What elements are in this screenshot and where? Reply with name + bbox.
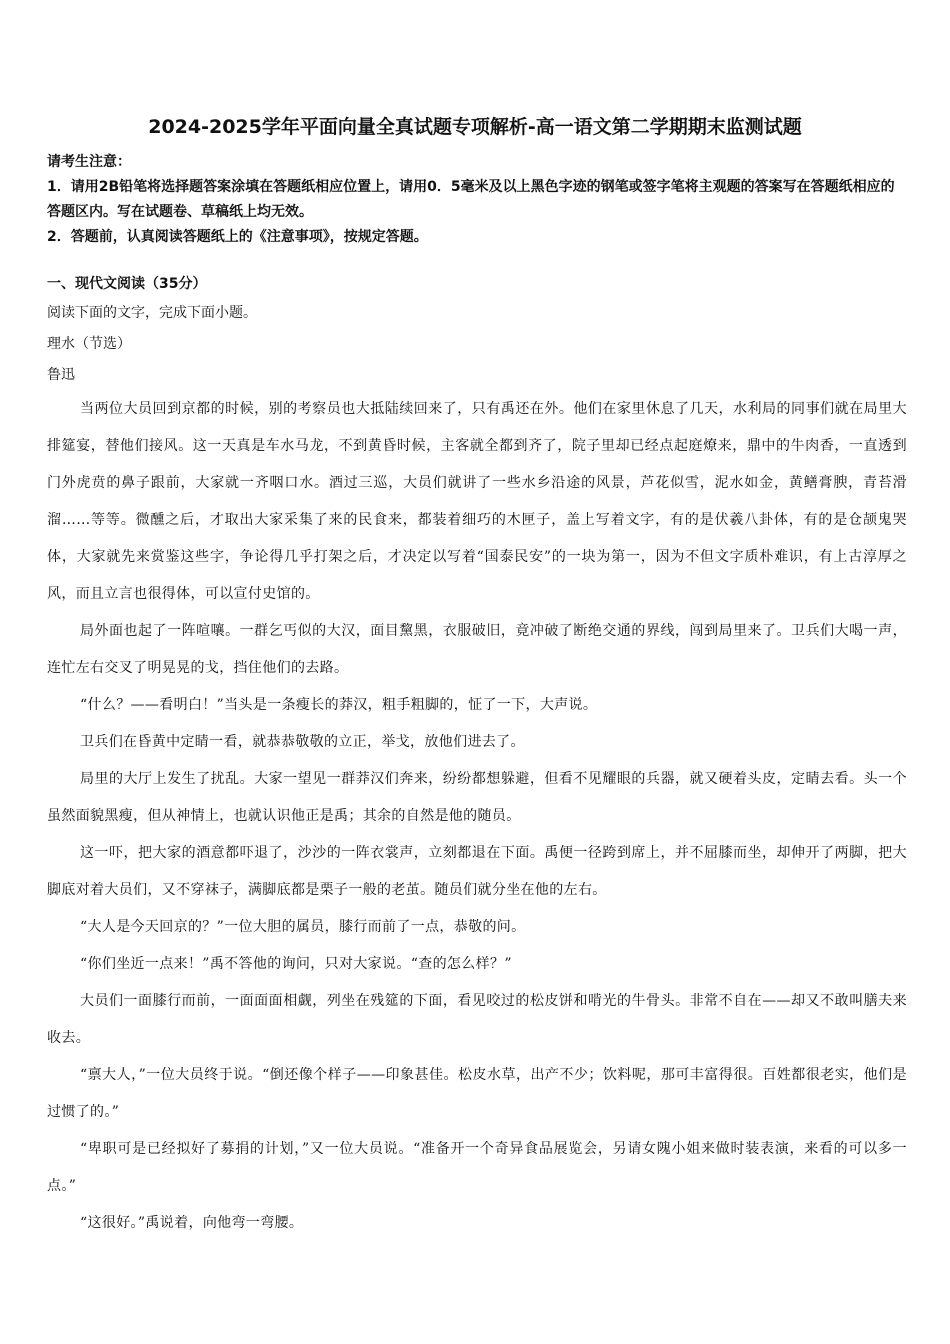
notice-item-2: 2．答题前，认真阅读答题纸上的《注意事项》，按规定答题。 <box>47 229 428 245</box>
notice-item-1: 1．请用2B铅笔将选择题答案涂填在答题纸相应位置上，请用0．5毫米及以上黑色字迹的钢笔或签字笔将主观题的答案写在答题纸相应的答题区内。写在试题卷、草稿纸上均无效。 <box>47 179 895 220</box>
paragraph: “你们坐近一点来！”禹不答他的询问，只对大家说。“查的怎么样？” <box>80 956 512 972</box>
paragraph: 局外面也起了一阵喧嚷。一群乞丐似的大汉，面目黧黑，衣服破旧，竟冲破了断绝交通的界线，闯到局里来了。卫兵们大喝一声，连忙左右交叉了明晃晃的戈，挡住他们的去路。 <box>47 623 907 676</box>
article-title: 理水（节选） <box>47 336 131 352</box>
paragraph: 当两位大员回到京都的时候，别的考察员也大抵陆续回来了，只有禹还在外。他们在家里休息了几天，水利局的同事们就在局里大排筵宴，替他们接风。这一天真是车水马龙，不到黄昏时候，主客就全都到齐了，院子里却已经点起庭燎来，鼎中的牛肉香，一直透到门外虎贲的鼻子跟前，大家就一齐咽口水。酒过三巡，大员们就讲了一些水乡沿途的风景，芦花似雪，泥水如金，黄鳝膏腴，青苔滑溜……等等。微醺之后，才取出大家采集了来的民食来，都装着细巧的木匣子，盖上写着文字，有的是伏羲八卦体，有的是仓颉鬼哭体，大家就先来赏鉴这些字，争论得几乎打架之后，才决定以写着“国泰民安”的一块为第一，因为不但文字质朴难识，有上古淳厚之风，而且立言也很得体，可以宣付史馆的。 <box>47 401 907 602</box>
paragraph: “卑职可是已经拟好了募捐的计划，”又一位大员说。“准备开一个奇异食品展览会，另请女隗小姐来做时装表演，来看的可以多一点。” <box>47 1141 907 1194</box>
paragraph: “这很好。”禹说着，向他弯一弯腰。 <box>80 1215 304 1231</box>
paragraph: “什么？——看明白！”当头是一条瘦长的莽汉，粗手粗脚的，怔了一下，大声说。 <box>80 697 598 713</box>
exam-notice <box>47 150 907 250</box>
paragraph: 局里的大厅上发生了扰乱。大家一望见一群莽汉们奔来，纷纷都想躲避，但看不见耀眼的兵器，就又硬着头皮，定睛去看。头一个虽然面貌黑瘦，但从神情上，也就认识他正是禹；其余的自然是他的随员。 <box>47 771 907 824</box>
reading-passage <box>47 298 907 1242</box>
paragraph: 卫兵们在昏黄中定睛一看，就恭恭敬敬的立正，举戈，放他们进去了。 <box>80 734 525 750</box>
paragraph: “大人是今天回京的？”一位大胆的属员，膝行而前了一点，恭敬的问。 <box>80 919 526 935</box>
paragraph: 这一吓，把大家的酒意都吓退了，沙沙的一阵衣裳声，立刻都退在下面。禹便一径跨到席上，并不屈膝而坐，却伸开了两脚，把大脚底对着大员们，又不穿袜子，满脚底都是栗子一般的老茧。随员们就分坐在他的左右。 <box>47 845 907 898</box>
page-title: 2024-2025学年平面向量全真试题专项解析-高一语文第二学期期末监测试题 <box>148 116 802 138</box>
reading-instruction: 阅读下面的文字，完成下面小题。 <box>47 305 257 321</box>
paragraph: “禀大人，”一位大员终于说。“倒还像个样子——印象甚佳。松皮水草，出产不少；饮料呢，那可丰富得很。百姓都很老实，他们是过惯了的。” <box>47 1067 907 1120</box>
article-author: 鲁迅 <box>47 367 75 383</box>
notice-heading: 请考生注意： <box>47 154 131 170</box>
section-heading: 一、现代文阅读（35分） <box>47 276 207 292</box>
paragraph: 大员们一面膝行而前，一面面面相觑，列坐在残筵的下面，看见咬过的松皮饼和啃光的牛骨头。非常不自在——却又不敢叫膳夫来收去。 <box>47 993 907 1046</box>
